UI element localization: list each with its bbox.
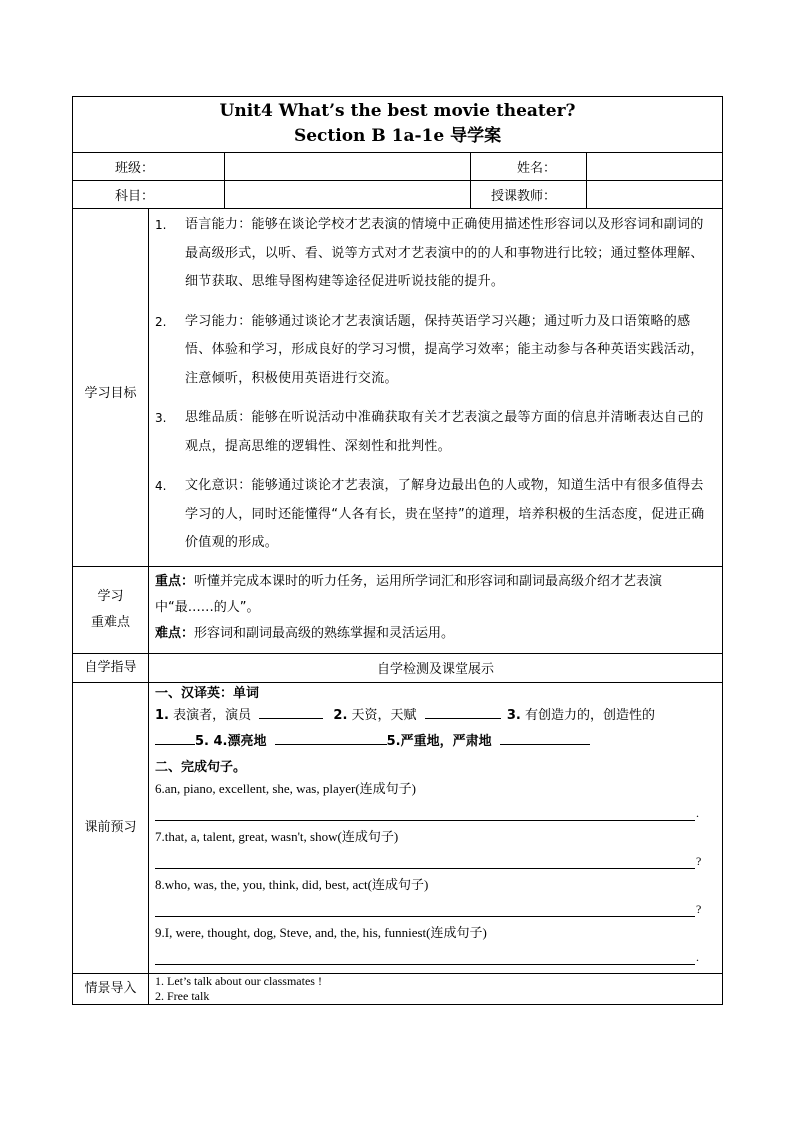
section-sentence-heading: 二、完成句子。 [155, 759, 247, 775]
section-vocab-heading: 一、汉译英：单词 [155, 685, 260, 701]
objective-number: 2. [155, 314, 167, 329]
vocab-blank-5[interactable] [500, 730, 590, 745]
class-label: 班级： [73, 153, 225, 181]
answer-line-7[interactable] [155, 852, 695, 869]
intro-line-2: 2. Free talk [155, 988, 210, 1003]
vocab-blank-2[interactable] [425, 704, 501, 719]
teacher-label: 授课教师： [471, 181, 587, 209]
objective-text: 文化意识：能够通过谈论才艺表演，了解身边最出色的人或物，知道生活中有很多值得去学习的人，同时还能懂得“人各有长，贵在坚持”的道理，培养积极的生活态度，促进正确价值观的形成。 [185, 478, 705, 550]
subject-label: 科目： [73, 181, 225, 209]
objective-number: 1. [155, 218, 167, 232]
answer-line-6[interactable] [155, 804, 695, 821]
focus-content [149, 566, 723, 653]
vocab-word-5: 5.严重地，严肃地 [386, 733, 492, 749]
answer-line-9[interactable] [155, 948, 695, 965]
difficult-point-text: 形容词和副词最高级的熟练掌握和灵活运用。 [194, 625, 455, 641]
vocab-line-2 [155, 729, 716, 755]
objective-item [149, 211, 714, 297]
worksheet [72, 96, 722, 1005]
answer-row-7 [155, 847, 716, 869]
answer-line-8[interactable] [155, 900, 695, 917]
vocab-word-4: 5. 4.漂亮地 [195, 733, 267, 749]
vocab-word-2: 天资，天赋 [351, 707, 417, 723]
title-line2: Section B 1a-1e 导学案 [293, 126, 502, 146]
class-field[interactable] [225, 153, 471, 181]
vocab-line-1 [155, 703, 716, 729]
answer-end-7: ? [696, 853, 702, 868]
intro-content [149, 973, 723, 1004]
preview-row [73, 682, 723, 973]
teacher-field[interactable] [587, 181, 723, 209]
difficult-point [155, 621, 716, 647]
objective-item [149, 404, 714, 461]
objectives-row [73, 209, 723, 567]
title-line1: Unit4 What’s the best movie theater? [219, 101, 576, 121]
key-point [155, 569, 716, 621]
vocab-blank-4[interactable] [275, 730, 387, 745]
question-7: 7.that, a, talent, great, wasn't, show(连成句子) [155, 828, 399, 844]
objectives-label: 学习目标 [73, 209, 149, 567]
subject-field[interactable] [225, 181, 471, 209]
answer-end-8: ? [696, 901, 702, 916]
difficult-point-label: 难点： [155, 625, 195, 641]
key-point-text: 听懂并完成本课时的听力任务，运用所学词汇和形容词和副词最高级介绍才艺表演中“最……的人”。 [155, 573, 663, 615]
question-6: 6.an, piano, excellent, she, was, player(连成句子) [155, 780, 417, 796]
title-row [73, 97, 723, 153]
vocab-num-1: 1. [155, 707, 169, 723]
objective-item [149, 472, 714, 558]
answer-end-9: . [696, 949, 699, 964]
name-field[interactable] [587, 153, 723, 181]
focus-label-line1: 学习 [97, 588, 124, 604]
intro-row [73, 973, 723, 1004]
subject-teacher-row [73, 181, 723, 209]
focus-row [73, 566, 723, 653]
guide-header: 自学检测及课堂展示 [149, 653, 723, 682]
objective-text: 学习能力：能够通过谈论才艺表演话题，保持英语学习兴趣；通过听力及口语策略的感悟、体验和学习，形成良好的学习习惯，提高学习效率；能主动参与各种英语实践活动，注意倾听，积极使用英语进行交流。 [185, 313, 704, 386]
preview-content [149, 682, 723, 973]
name-label: 姓名： [471, 153, 587, 181]
key-point-label: 重点： [155, 573, 195, 589]
vocab-word-3: 有创造力的，创造性的 [524, 707, 655, 723]
question-8: 8.who, was, the, you, think, did, best, act(连成句子) [155, 876, 429, 892]
vocab-num-2: 2. [333, 707, 348, 723]
vocab-blank-3[interactable] [155, 730, 195, 745]
guide-label: 自学指导 [73, 653, 149, 682]
preview-label: 课前预习 [73, 682, 149, 973]
objective-text: 语言能力：能够在谈论学校才艺表演的情境中正确使用描述性形容词以及形容词和副词的最高级形式，以听、看、说等方式对才艺表演中的的人和事物进行比较；通过整体理解、细节获取、思维导图构建等途径促进听说技能的提升。 [185, 217, 704, 289]
vocab-num-3: 3. [506, 707, 521, 723]
vocab-blank-1[interactable] [259, 704, 323, 719]
answer-row-6 [155, 799, 716, 821]
intro-label: 情景导入 [73, 973, 149, 1004]
objective-number: 4. [155, 479, 167, 493]
objective-item [149, 308, 714, 394]
focus-label-line2: 重难点 [90, 614, 130, 630]
question-9: 9.I, were, thought, dog, Steve, and, the, his, funniest(连成句子) [155, 924, 487, 940]
answer-end-6: . [696, 805, 699, 820]
answer-row-9 [155, 943, 716, 965]
intro-line-1: 1. Let’s talk about our classmates ! [155, 973, 322, 988]
objective-number: 3. [155, 411, 167, 425]
guide-table [72, 96, 723, 1005]
page-title [73, 97, 723, 153]
objective-text: 思维品质：能够在听说活动中准确获取有关才艺表演之最等方面的信息并清晰表达自己的观点，提高思维的逻辑性、深刻性和批判性。 [185, 410, 704, 454]
objectives-list [149, 209, 723, 567]
vocab-word-1: 表演者，演员 [173, 707, 252, 723]
answer-row-8 [155, 895, 716, 917]
class-name-row [73, 153, 723, 181]
focus-label [73, 566, 149, 653]
guide-row [73, 653, 723, 682]
